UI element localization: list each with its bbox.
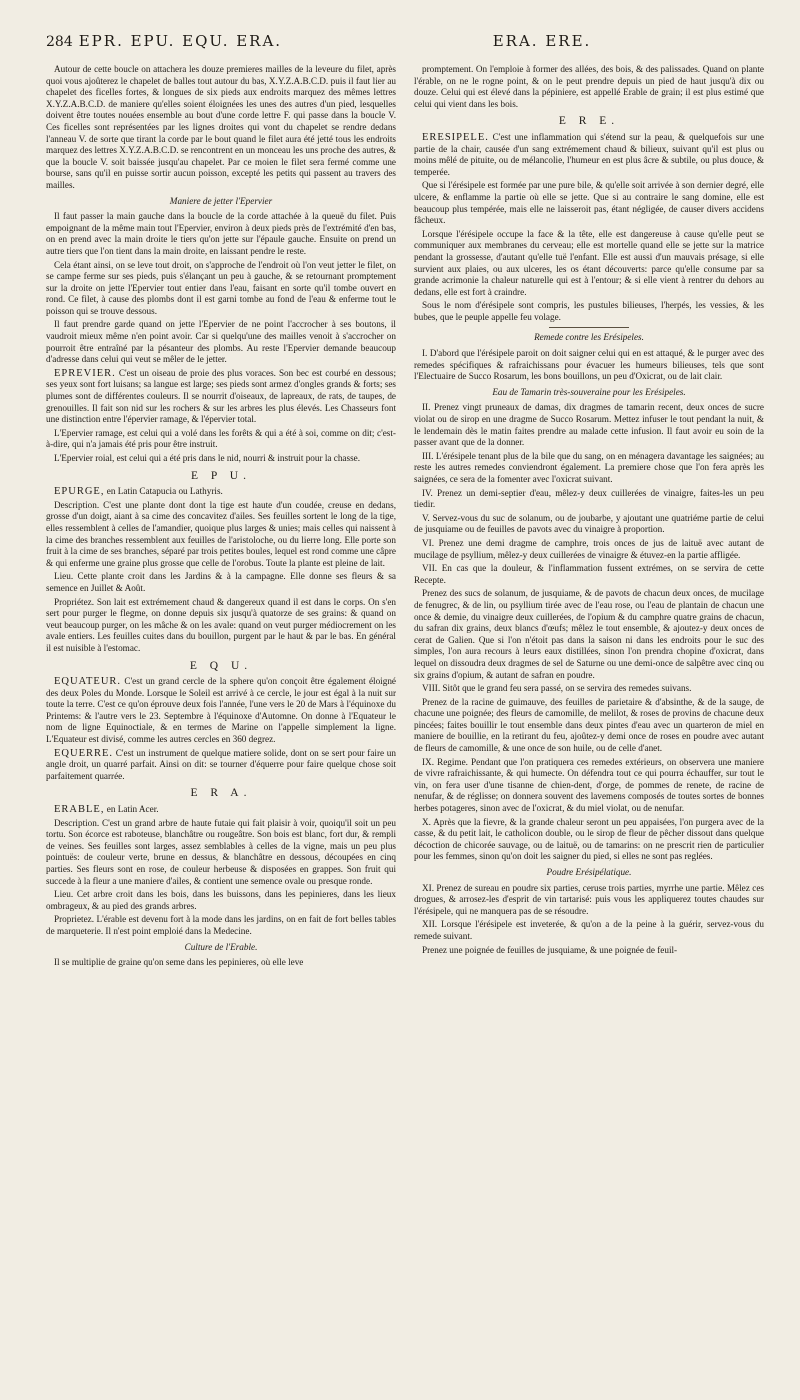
divider [549,327,629,328]
paragraph: Lorsque l'érésipele occupe la face & la tête, elle est dangereuse à cause qu'elle peut se communiquer aux membranes du cerveau; elle est mortelle quand elle se jette sur la matrice pendant la grossesse, d'autant qu'elle tuë l'enfant. Elle est aussi d'un mauvais présage, si elle survient aux plaies, ou aux ulceres, les os étant découverts: parce qu'elle consume par sa grande acrimonie la chaleur naturelle qui est à l'entour; & si elle vient à rentrer du dehors au dedans, elle est fort à craindre. [414,228,764,297]
entry-text: en Latin Catapucia ou Lathyris. [106,486,223,497]
left-column [46,64,396,971]
entry-paragraph [46,368,396,426]
paragraph: L'Epervier roial, est celui qui a été pris dans le nid, nourri & instruit pour la chasse. [54,453,361,463]
subheading: Eau de Tamarin très-souveraine pour les Erésipeles. [492,386,686,397]
paragraph: XII. Lorsque l'érésipele est inveterée, & qu'on a de la peine à la guérir, servez-vous du remede suivant. [414,919,764,941]
paragraph: IX. Regime. Pendant que l'on pratiquera ces remedes extérieurs, on observera une maniere de vivre rafraichissante, & qui humecte. On défendra tout ce qui pourra échauffer, sur tout le vin, on fera user d'une tisanne de chien-dent, d'orge, de pommes de renete, de racine de nenufar, & de réglisse; on donnera souvent des lavemens composés de toutes sortes de bonnes herbes potageres, sinon avec de l'oxicrat, & du miel violat, ou de nenufar. [414,756,764,814]
entry-headword: ERESIPELE. [422,131,489,143]
paragraph: Description. C'est une plante dont dont la tige est haute d'un coudée, creuse en dedans, grosse d'un doigt, aiant à sa cime des concavitez d'ailes. Ses feuilles sortent le long de la tige, elles ressemblent à celles de l'amandier, quoique plus larges & unies; mais celles qui naissent à la cime des branches ressemblent aux feuilles de l'aristoloche, ou du lierre long. Elle porte son fruit à la cime de ses branches, séparé par trois petites boules, lequel est rond comme une câpre & qui enferme une graine plus grosse que celle de l'orobus. Toute la plante est pleine de lait. [46,499,396,568]
paragraph: II. Prenez vingt pruneaux de damas, dix dragmes de tamarin recent, deux onces de sucre violat ou de sirop en une dragme de Succo Rosarum. Mettez infuser le tout pendant la nuit, & le lendemain dès le matin faites prendre au malade cette infusion. Il faut avoir eu soin de la passer avant que de la donner. [414,402,764,448]
section-heading: E R E. [558,115,620,128]
paragraph: Proprietez. L'érable est devenu fort à la mode dans les jardins, on en fait de fort belles tables de marqueterie. Il n'est point emploié dans la Medecine. [46,914,396,936]
paragraph: XI. Prenez de sureau en poudre six parties, ceruse trois parties, myrrhe une partie. Mêlez ces drogues, & arrosez-les d'esprit de vin tartarisé: puis vous les appliquerez toutes chaudes sur l'érésipele, qui ne manquera pas de se résoudre. [414,882,764,916]
entry-paragraph [46,676,396,746]
section-heading: E R A. [190,787,252,800]
paragraph: Prenez de la racine de guimauve, des feuilles de parietaire & d'absinthe, & de la sauge, de chacune une poignée; des fleurs de camomille, de melilot, & roses de provins de chacune deux pincées; faites bouillir le tout ensemble dans deux pintes d'eau avec un quarteron de miel en maniere de bouillie, en la retirant du feu, ajoûtez-y demi once de roses en poudre avec autant de fleurs de camomille, & une once de son huile, ou de celle d'anet. [414,696,764,754]
paragraph: Prenez des sucs de solanum, de jusquiame, & de pavots de chacun deux onces, de mucilage de fenugrec, & de lin, ou psyllium tirée avec de l'eau rose, ou l'eau de plantain de chacun une once & demie, du vinaigre deux cuillerées, de l'opium & du camphre quatre grains de chacun, du safran dix grains, deux blancs d'œufs; mêlez le tout ensemble, & ajoutez-y deux onces de cerat de Galien. Que si l'on n'étoit pas dans la saison ni dans les endroits pour le suc des simples, l'on aura recours à leurs eaux distillées, sinon l'on prendra chopine d'oxicrat, dans lequel on dissoudra deux dragmes de sel de Saturne ou une demi-once de salpêtre avec cinq ou six grains d'opium, & autant de safran en poudre. [414,588,764,680]
paragraph: Lieu. Cette plante croit dans les Jardins & à la campagne. Elle donne ses fleurs & sa semence en Juillet & Août. [46,571,396,593]
entry-text: en Latin Acer. [106,804,159,815]
paragraph: L'Epervier ramage, est celui qui a volé dans les forêts & qui a été à soi, comme on dit; c'est-à-dire, qui n'a jamais été pris pour être instruit. [46,427,396,450]
right-running-head: ERA. ERE. [492,32,592,50]
left-running-head: EPR. EPU. EQU. ERA. [78,32,283,50]
entry-paragraph [46,804,396,816]
entry-headword: EQUERRE. [54,747,114,759]
page-header [46,32,764,54]
paragraph: Prenez une poignée de feuilles de jusquiame, & une poignée de feuil- [422,944,678,955]
entry-headword: ERABLE, [54,804,105,816]
paragraph: Autour de cette boucle on attachera les douze premieres mailles de la leveure du filet, après quoi vous ajoûterez le chapelet de balles tout autour du bas, X.Y.Z.A.B.C.D. puis il faut lier au chapelet des ficelles fortes, & longues de six pieds aux endroits marquez des mêmes lettres X.Y.Z.A.B.C.D. de maniere qu'elles soient éloignées les unes des autres d'un pied, lesquelles doivent être toutes nouées ensemble au bout d'une corde lettre F. qui passe dans la boucle V. Ces ficelles sont représentées par les lignes droites qui vont du chapelet se rendre dedans l'anneau V. de sorte que tirant la corde par le bout quand le filet aura été jetté tous les endroits marquez des lettres X.Y.Z.A.B.C.D. se rencontrent en un monceau les uns proche des autres, & que la boucle V. soit baissée jusqu'au chapelet. Par ce moien le filet sera fermé comme une bourse, sans qu'il en puisse sortir aucun poisson, excepté les petits qui passent au travers des mailles. [46,64,396,190]
subheading: Poudre Erésipélatique. [546,867,632,877]
page-number: 284 [46,34,73,50]
paragraph: I. D'abord que l'érésipele paroit on doit saigner celui qui en est attaqué, & le purger avec des remedes spécifiques & rafraichissans pour évacuer les humeurs bilieuses, tels que sont l'Electuaire de Succo Rosarum, les bons bouillons, un peu d'Oxicrat, ou de lait clair. [414,348,764,382]
paragraph: VIII. Sitôt que le grand feu sera passé, on se servira des remedes suivans. [422,683,692,694]
entry-paragraph [414,132,764,178]
entry-headword: EPREVIER. [54,367,116,379]
paragraph: promptement. On l'emploie à former des allées, des bois, & des palissades. Quand on plante l'érable, on ne le rogne point, & on le peut prendre depuis un pied de haut jusqu'à dix ou douze. Celui qui est élevé dans la pépiniere, est appellé Erable de grain; il est plus estimé que celui qui vient dans les bois. [414,64,764,109]
paragraph: X. Après que la fievre, & la grande chaleur seront un peu appaisées, l'on purgera avec de la casse, & du petit lait, le catholicon double, ou le sirop de fleur de pêcher dissout dans quelque décoction de chicorée sauvage, ou de laituë, ou de tamarins: on ne prescrit rien de particulier pour les femmes, sinon qu'on doit les saigner du pied, si elles ne sont pas reglées. [414,816,764,862]
paragraph: Propriétez. Son lait est extrémement chaud & dangereux quand il est dans le corps. On s'en sert pour purger le flegme, on donne depuis six jusqu'à quatorze de ses grains: & quand on veut beaucoup purger, on les mâche & on les avale: quand on veut purger médiocrement on les avale entiers. Les feuilles cuites dans du bouillon, purgent par le haut & par le bas. En général il est nuisible à l'estomac. [46,596,396,653]
paragraph: VII. En cas que la douleur, & l'inflammation fussent extrémes, on se servira de cette Recepte. [414,563,764,585]
paragraph: Il faut prendre garde quand on jette l'Epervier de ne point l'accrocher à ses boutons, il vaudroit mieux même n'en point avoir. Car si quelqu'une des mailles venoit à s'accrocher on pourroit être entraîné par la pésanteur des plombs. Au reste l'Epervier demande beaucoup d'adresse dans celui qui veut se mêler de le jetter. [46,319,396,365]
text-columns [46,64,764,971]
paragraph: Sous le nom d'érésipele sont compris, les pustules bilieuses, l'herpés, les vessies, & les bubes, que le peuple appelle feu volage. [414,300,764,322]
paragraph: Cela étant ainsi, on se leve tout droit, on s'approche de l'endroit où l'on veut jetter le filet, on se campe ferme sur ses pieds, puis s'élançant un peu à gauche, & se retournant promptement sur la droite on jette l'Epervier tout entier dans l'eau, faisant en sorte qu'il tombe ouvert en rond. Ce filet, à cause des plombs dont il est garni tombe au fond de l'eau & enferme tout le poisson qui se trouve dessous. [46,259,396,316]
paragraph: Description. C'est un grand arbre de haute futaie qui fait plaisir à voir, quoiqu'il soit un peu tortu. Son écorce est raboteuse, blanchâtre ou rougeâtre. Son bois est blanc, fort dur, & rempli de veines. Ses feuilles sont larges, assez semblables à celles de la vigne, mais un peu plus pointuës: de couleur verte, brune en dessus, & blanchâtre en dessous, découpées en cinq parties. Ses fleurs sont en rose, de couleur herbeuse & disposées en grappes. Son fruit qui succede à la fleur a une maniere d'ailes, & contient une semence ovale ou presque ronde. [46,817,396,886]
paragraph: V. Servez-vous du suc de solanum, ou de joubarbe, y ajoutant une quatriéme partie de celui de jusquiame ou de feuilles de pavots avec du vinaigre à proportion. [414,512,764,535]
subheading: Remede contre les Erésipeles. [534,332,644,343]
entry-paragraph [46,748,396,783]
subheading: Maniere de jetter l'Epervier [169,195,273,206]
entry-headword: EQUATEUR. [54,676,122,688]
right-column [414,64,764,971]
entry-paragraph [46,486,396,498]
paragraph: Il se multiplie de graine qu'on seme dans les pepinieres, où elle leve [54,957,304,968]
paragraph: III. L'érésipele tenant plus de la bile que du sang, on en ménagera davantage les saignées; au reste les autres remedes conviendront également. La premiere chose que l'on fera après les saignées, ce sera de la fomenter avec l'oxicrat suivant. [414,450,764,484]
entry-headword: EPURGE, [54,486,105,498]
entry-text: C'est un grand cercle de la sphere qu'on conçoit être également éloigné des deux Poles du Monde. Lorsque le Soleil est arrivé à ce cercle, le jour est égal à la nuit sur toute la terre. C'est ce qu'on éprouve deux fois l'année, l'une vers le 20 de Mars à l'équinoxe du Printems: & l'autre vers le 23. Septembre à l'équinoxe d'Automne. On donne à l'Equateur le nom de ligne Equinoctiale, & en termes de Marine on l'appelle simplement la ligne. L'Equateur est divisé, comme les autres cercles en 360 degrez. [46,676,397,745]
paragraph: Il faut passer la main gauche dans la boucle de la corde attachée à la queuë du filet. Puis empoignant de la même main tout l'Epervier, environ à deux pieds près de l'extrémité d'en bas, on en prend avec la main droite le tiers qu'on jette sur l'épaule gauche. Ensuite on prend un autre tiers que l'on tient dans la main droite, en laissant pendre le reste. [46,211,396,256]
paragraph: VI. Prenez une demi dragme de camphre, trois onces de jus de laituë avec autant de mucilage de psyllium, mêlez-y deux cuillerées de vinaigre & étuvez-en la partie affligée. [414,537,764,560]
paragraph: Lieu. Cet arbre croit dans les bois, dans les buissons, dans les pepinieres, dans les lieux ombrageux, & au pied des grands arbres. [46,889,396,911]
paragraph: IV. Prenez un demi-septier d'eau, mêlez-y deux cuillerées de vinaigre, faites-les un peu tiedir. [414,487,764,510]
section-heading: E P U. [191,469,251,482]
section-heading: E Q U. [189,659,253,672]
paragraph: Que si l'érésipele est formée par une pure bile, & qu'elle soit arrivée à son dernier degré, elle ulcere, & enflamme la partie où elle se jette. Que si au contraire le sang domine, elle est beaucoup plus tempérée, mais elle ne laisseroit pas, étant négligée, de causer divers accidens fâcheux. [414,180,764,226]
entry-text: C'est une inflammation qui s'étend sur la peau, & quelquefois sur une partie de la chair, causée d'un sang extrémement chaud & bilieux, suivant qu'il est plus ou moins mêlé de pituite, ou de mélancolie, l'humeur en est plus âcre & subtile, ou plus douce, & temperée. [414,131,765,177]
entry-text: C'est un instrument de quelque matiere solide, dont on se sert pour faire un angle droit, un quarré parfait. Ainsi on dit: se tourner d'équerre pour faire quelque chose soit parfaitement quarrée. [46,747,396,781]
entry-text: C'est un oiseau de proie des plus voraces. Son bec est courbé en dessous; ses yeux sont fort luisans; sa langue est large; ses pieds sont armez d'ongles grands & forts; ses plumes sont de différentes couleurs. Il se nourrit d'oiseaux, de lapreaux, de rats, de taupes, de grenouilles. Il fait son nid sur les rochers & sur les arbres les plus élevés. Les Chasseurs font une distinction entre l'épervier ramage, & l'épervier total. [46,367,397,425]
subheading: Culture de l'Erable. [184,941,258,952]
